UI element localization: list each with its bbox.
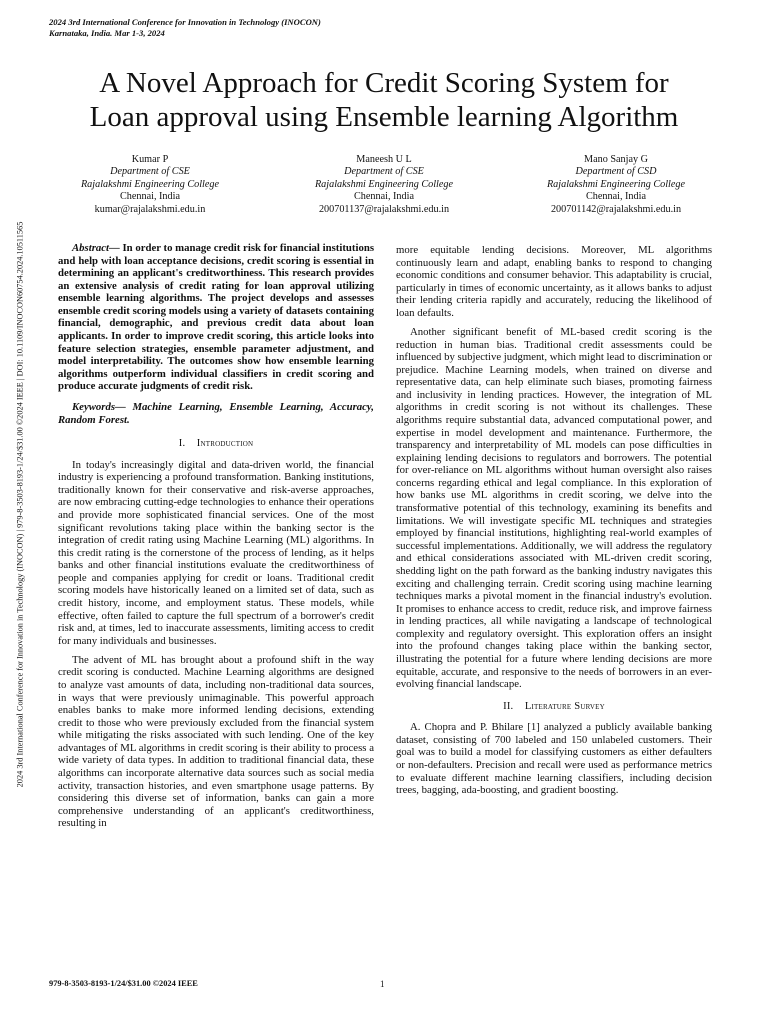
doi-sidebar — [10, 180, 30, 840]
intro-paragraph-1: In today's increasingly digital and data-driven world, the financial industry is experiencing a profound transformation. Banking institutions, traditionally known for their conservative and risk-averse approaches, are now embracing cutting-edge technologies to enhance their operations and provide more sophisticated financial services. One of the most significant revolutions taking place within the banking sector is the integration of credit rating using Machine Learning (ML) algorithms. In this credit rating is the cornerstone of the process of lending, as it helps banks and other financial institutions evaluate the creditworthiness of people and companies applying for credit or loans. Traditional credit scoring models have historically leaned on a limited set of data, such as credit history, income, and employment status. These models, while effective, often failed to capture the full spectrum of a borrower's credit risk and, at times, led to inaccurate assessments, limiting access to credit for many individuals and businesses. — [58, 458, 374, 647]
title-line-1: A Novel Approach for Credit Scoring System for — [99, 67, 669, 99]
section-heading-literature — [396, 701, 712, 714]
conference-name: 2024 3rd International Conference for Innovation in Technology (INOCON) — [49, 17, 321, 27]
section-number: II. — [503, 700, 514, 712]
intro-paragraph-2: The advent of ML has brought about a profound shift in the way credit scoring is conducted. Machine Learning algorithms are designed to analyze vast amounts of data, including non-traditional data sources, in ways that were previously unimaginable. This powerful approach enables banks to make more informed lending decisions, extending credit to those who were previously excluded from the financial system while mitigating the risks associated with such lending. One of the key advantages of ML algorithms in credit scoring is their ability to process a wide variety of data types. In addition to traditional financial data, these algorithms can incorporate alternative data sources such as social media activity, transaction histories, and even smartphone usage patterns. By considering this diverse set of information, banks can gain a more comprehensive understanding of an applicant's creditworthiness, resulting in — [58, 653, 374, 830]
author-2 — [274, 154, 494, 216]
body-paragraph-2: Another significant benefit of ML-based credit scoring is the reduction in human bias. Traditional credit assessments could be influenced by subjective judgment, which might lead to discrimination or prejudice. Machine Learning models, when trained on diverse and representative data, can help eliminate such biases, promoting fairness and inclusivity in lending practices. However, the integration of ML algorithms in credit scoring is not without its challenges. These algorithms require substantial data, advanced computational power, and expertise in model development and maintenance. Furthermore, the transparency and interpretability of ML models can pose difficulties in explaining lending decisions to regulators and borrowers. The potential for over-reliance on ML algorithms without human oversight also raises concerns regarding ethical and legal compliance. In this exploration of how banks use ML algorithms in credit scoring, we delve into the transformative potential of this technology, examining its benefits and limitations. We will investigate specific ML techniques and strategies employed by financial institutions, highlighting real-world examples of successful implementations. Additionally, we will address the regulatory and ethical considerations associated with ML-driven credit scoring, shedding light on the path forward as the banking industry navigates this exciting and challenging terrain. Credit scoring using machine learning techniques marks a pivotal moment in the financial industry's evolution. It promises to enhance access to credit, reduce risk, and improve fairness in lending practices, all while navigating a landscape of technological complexity and regulatory oversight. This exploration offers an insight into the profound changes taking place within the banking sector, illustrating the potential for a future where lending decisions are more equitable, accurate, and responsive to the needs of borrowers in an ever-evolving financial landscape. — [396, 325, 712, 691]
section-heading-introduction — [58, 438, 374, 451]
literature-paragraph-1: A. Chopra and P. Bhilare [1] analyzed a publicly available banking dataset, consisting of 700 labeled and 150 unlabeled customers. Their goal was to build a model for classifying customers as either defaulters or non-defaulters. Precision and recall were used as performance metrics to evaluate different machine learning classifiers, including decision trees, bagging, ada-boosting, and gradient boosting. — [396, 721, 712, 797]
author-college: Rajalakshmi Engineering College — [546, 178, 686, 190]
abstract-lead: Abstract— — [72, 242, 120, 254]
author-dept: Department of CSE — [344, 166, 424, 178]
conference-location: Karnataka, India. Mar 1-3, 2024 — [49, 28, 165, 38]
title-line-2: Loan approval using Ensemble learning Algorithm — [89, 101, 679, 133]
page-number: 1 — [380, 979, 385, 989]
abstract-text: In order to manage credit risk for financial institutions and help with loan acceptance decisions, credit scoring is essential in determining an applicant's creditworthiness. This research provides an extensive analysis of credit rating for loan approval utilizing ensemble learning algorithms. The project develops and assesses ensemble credit scoring models using a variety of datasets containing financial, demographic, and previous credit data about loan applicants. In order to improve credit scoring, this article looks into feature selection strategies, ensemble parameter adjustment, and model interpretability. The outcomes show how ensemble learning algorithms outperform individual classifiers in credit scoring and produce accurate judgments of credit risk. — [58, 242, 374, 393]
author-dept: Department of CSD — [575, 166, 657, 178]
section-title: Literature Survey — [524, 700, 605, 712]
keywords: Keywords— Machine Learning, Ensemble Learning, Accuracy, Random Forest. — [58, 400, 374, 426]
author-3 — [506, 154, 726, 216]
doi-sidebar-text: 2024 3rd International Conference for Innovation in Technology (INOCON) | 979-8-3503-8193-1/24/$31.00 ©2024 IEEE | DOI: 10.1109/INOCON60754.2024.10511565 — [15, 221, 25, 788]
author-city: Chennai, India — [586, 191, 646, 203]
author-city: Chennai, India — [354, 191, 414, 203]
author-email: 200701137@rajalakshmi.edu.in — [318, 203, 450, 215]
author-name: Mano Sanjay G — [584, 154, 648, 165]
right-column — [396, 244, 712, 803]
body-paragraph-1: more equitable lending decisions. Moreover, ML algorithms continuously learn and adapt, enabling banks to respond to changing economic conditions and consumer behavior. This adaptability is crucial, particularly in times of economic uncertainty, as it allows banks to adjust their lending criteria rapidly and accurately, reducing the likelihood of loan defaults. — [396, 244, 712, 319]
paper-title — [40, 66, 728, 134]
author-college: Rajalakshmi Engineering College — [314, 178, 454, 190]
section-number: I. — [178, 438, 186, 450]
left-column — [58, 242, 374, 836]
author-city: Chennai, India — [120, 191, 180, 203]
author-college: Rajalakshmi Engineering College — [80, 178, 220, 190]
footer-isbn: 979-8-3503-8193-1/24/$31.00 ©2024 IEEE — [49, 979, 198, 988]
author-email: 200701142@rajalakshmi.edu.in — [550, 203, 682, 215]
conference-header — [49, 17, 321, 39]
section-title: Introduction — [196, 438, 254, 450]
author-email: kumar@rajalakshmi.edu.in — [94, 203, 206, 215]
author-name: Kumar P — [131, 154, 169, 165]
author-dept: Department of CSE — [110, 166, 190, 178]
author-name: Maneesh U L — [356, 154, 412, 165]
author-1 — [40, 154, 260, 216]
abstract — [58, 242, 374, 393]
